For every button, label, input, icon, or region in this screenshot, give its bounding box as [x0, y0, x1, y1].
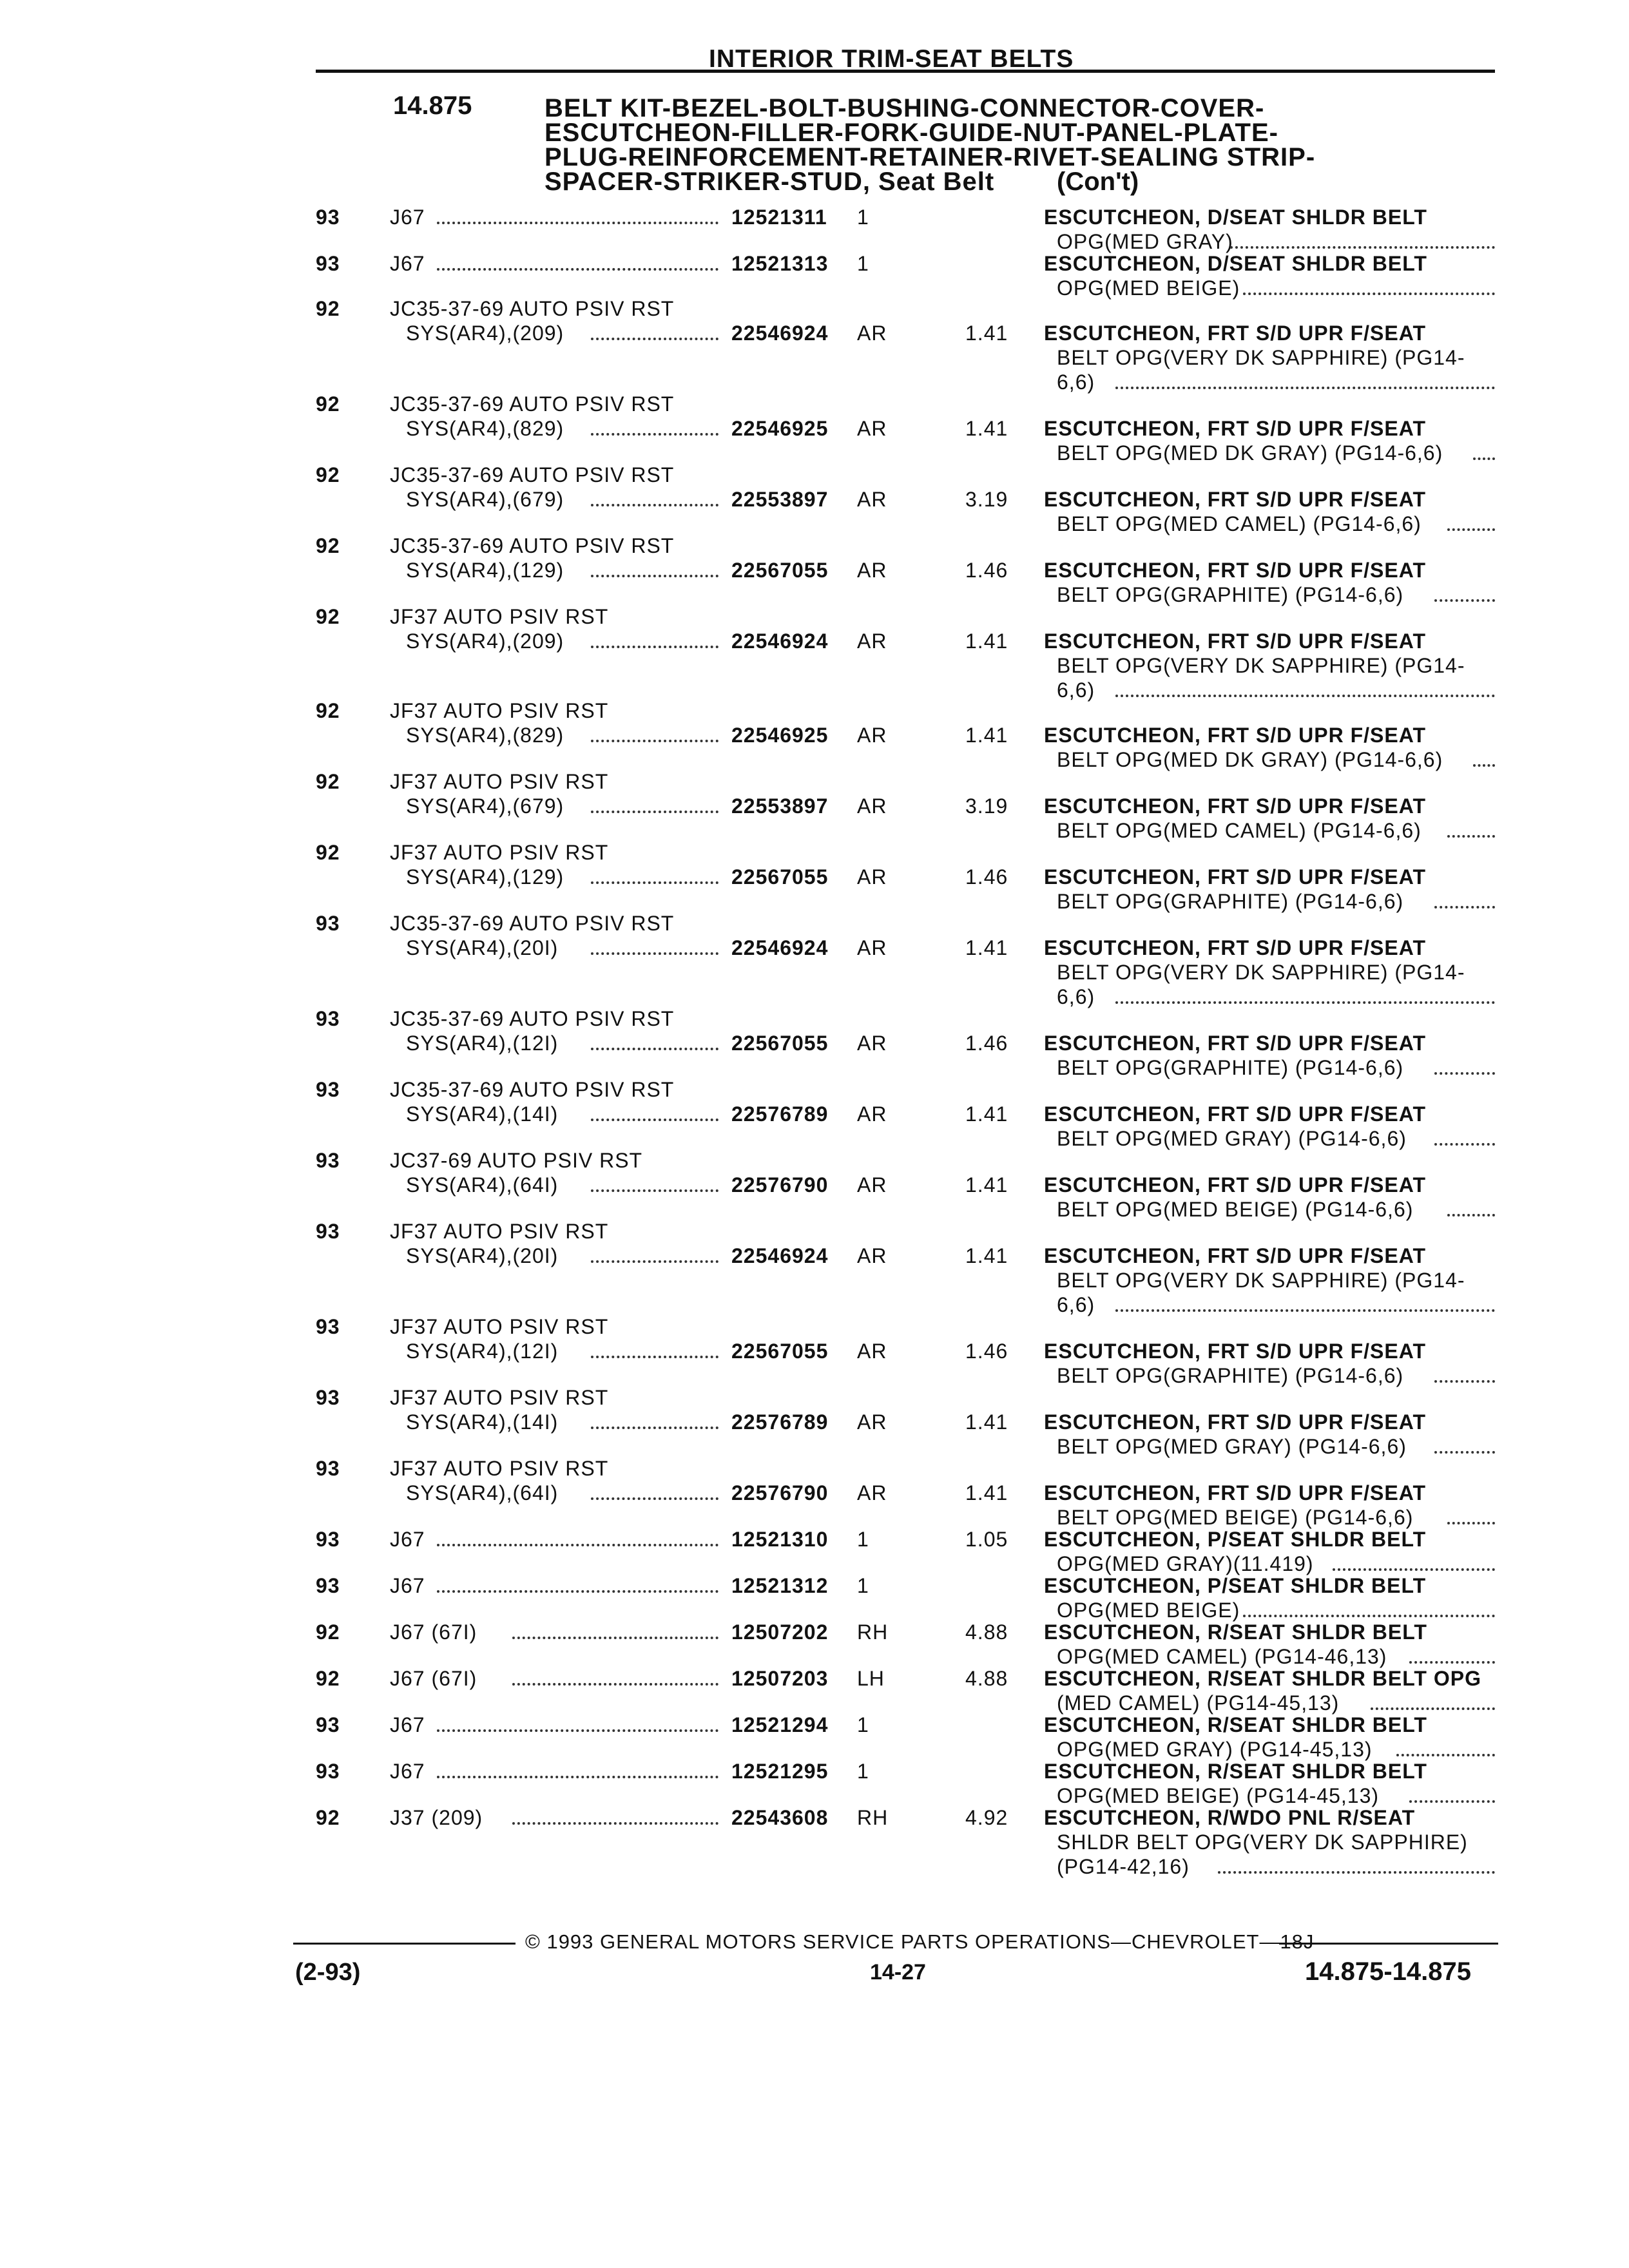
model-code-cont: SYS(AR4),(12I) — [406, 1340, 559, 1363]
quantity: AR — [857, 1032, 887, 1055]
price: 4.88 — [965, 1620, 1008, 1644]
model-code-cont: SYS(AR4),(129) — [406, 559, 564, 582]
leader-dots — [1115, 1001, 1495, 1004]
model-year: 92 — [316, 1667, 340, 1690]
price: 1.41 — [965, 1102, 1008, 1126]
quantity: AR — [857, 724, 887, 747]
leader-dots — [1115, 1309, 1495, 1312]
model-year: 93 — [316, 1220, 340, 1243]
leader-dots — [591, 1119, 718, 1121]
part-description: ESCUTCHEON, FRT S/D UPR F/SEAT — [1044, 1032, 1426, 1055]
leader-dots — [591, 952, 718, 955]
leader-dots — [1333, 1568, 1495, 1571]
part-description-cont: BELT OPG(MED BEIGE) (PG14-6,6) — [1057, 1506, 1414, 1529]
model-year: 93 — [316, 252, 340, 275]
part-description-cont: SHLDR BELT OPG(VERY DK SAPPHIRE) — [1057, 1831, 1468, 1854]
part-description: ESCUTCHEON, FRT S/D UPR F/SEAT — [1044, 724, 1426, 747]
part-description-cont: BELT OPG(MED CAMEL) (PG14-6,6) — [1057, 512, 1422, 535]
group-heading-line: PLUG-REINFORCEMENT-RETAINER-RIVET-SEALING STRIP- — [545, 143, 1316, 171]
part-description: ESCUTCHEON, R/SEAT SHLDR BELT — [1044, 1760, 1427, 1783]
leader-dots — [437, 1544, 719, 1546]
part-number: 12521311 — [731, 206, 827, 229]
model-code-cont: SYS(AR4),(64I) — [406, 1481, 559, 1504]
model-code-cont: SYS(AR4),(679) — [406, 488, 564, 511]
model-code: JC35-37-69 AUTO PSIV RST — [390, 534, 675, 557]
heading-continued-label: (Con't) — [1057, 168, 1139, 196]
leader-dots — [1473, 764, 1495, 767]
leader-dots — [1434, 1380, 1495, 1383]
leader-dots — [437, 222, 719, 224]
quantity: 1 — [857, 252, 869, 275]
part-description: ESCUTCHEON, FRT S/D UPR F/SEAT — [1044, 865, 1426, 889]
model-code-cont: SYS(AR4),(829) — [406, 417, 564, 440]
part-description: ESCUTCHEON, FRT S/D UPR F/SEAT — [1044, 559, 1426, 582]
model-year: 92 — [316, 534, 340, 557]
part-description: ESCUTCHEON, R/SEAT SHLDR BELT OPG — [1044, 1667, 1481, 1690]
leader-dots — [591, 1189, 718, 1192]
leader-dots — [591, 1048, 718, 1050]
model-code-cont: SYS(AR4),(679) — [406, 794, 564, 818]
model-code-cont: SYS(AR4),(209) — [406, 629, 564, 653]
price: 1.41 — [965, 1481, 1008, 1504]
part-number: 22567055 — [731, 865, 829, 889]
part-description-cont: 6,6) — [1057, 985, 1095, 1008]
leader-dots — [1396, 1754, 1495, 1756]
group-heading-line: SPACER-STRIKER-STUD, Seat Belt — [545, 168, 995, 196]
model-code: JF37 AUTO PSIV RST — [390, 605, 609, 628]
leader-dots — [437, 268, 719, 271]
model-code-cont: SYS(AR4),(12I) — [406, 1032, 559, 1055]
part-description: ESCUTCHEON, R/SEAT SHLDR BELT — [1044, 1620, 1427, 1644]
quantity: AR — [857, 794, 887, 818]
leader-dots — [591, 1260, 718, 1263]
leader-dots — [437, 1776, 719, 1778]
part-description: ESCUTCHEON, FRT S/D UPR F/SEAT — [1044, 1102, 1426, 1126]
part-description: ESCUTCHEON, FRT S/D UPR F/SEAT — [1044, 1340, 1426, 1363]
leader-dots — [1371, 1707, 1495, 1710]
price: 1.46 — [965, 1340, 1008, 1363]
model-code: JC35-37-69 AUTO PSIV RST — [390, 463, 675, 486]
leader-dots — [512, 1637, 719, 1639]
quantity: AR — [857, 488, 887, 511]
model-code: J67 — [390, 206, 425, 229]
quantity: AR — [857, 1173, 887, 1196]
quantity: AR — [857, 1244, 887, 1267]
model-code-cont: SYS(AR4),(20I) — [406, 936, 559, 959]
leader-dots — [1243, 293, 1495, 295]
model-code: JC35-37-69 AUTO PSIV RST — [390, 1007, 675, 1030]
part-description-cont: (MED CAMEL) (PG14-45,13) — [1057, 1691, 1340, 1715]
part-description: ESCUTCHEON, FRT S/D UPR F/SEAT — [1044, 1410, 1426, 1434]
price: 3.19 — [965, 488, 1008, 511]
leader-dots — [591, 1497, 718, 1500]
price: 1.41 — [965, 417, 1008, 440]
model-code: J67 — [390, 1528, 425, 1551]
leader-dots — [1447, 1522, 1495, 1524]
leader-dots — [591, 646, 718, 648]
part-number: 22553897 — [731, 488, 829, 511]
footer-rule-left — [293, 1943, 516, 1945]
model-year: 92 — [316, 1806, 340, 1829]
model-code: J67 — [390, 1713, 425, 1736]
leader-dots — [512, 1683, 719, 1686]
model-code: JC35-37-69 AUTO PSIV RST — [390, 1078, 675, 1101]
quantity: AR — [857, 1410, 887, 1434]
leader-dots — [1230, 246, 1495, 249]
part-number: 22576790 — [731, 1481, 829, 1504]
part-number: 22546924 — [731, 1244, 829, 1267]
part-description-cont: BELT OPG(GRAPHITE) (PG14-6,6) — [1057, 1056, 1404, 1079]
part-description-cont: BELT OPG(MED CAMEL) (PG14-6,6) — [1057, 819, 1422, 842]
part-description-cont: OPG(MED BEIGE) — [1057, 1599, 1240, 1622]
part-description: ESCUTCHEON, R/WDO PNL R/SEAT — [1044, 1806, 1416, 1829]
quantity: AR — [857, 1340, 887, 1363]
model-year: 93 — [316, 1528, 340, 1551]
quantity: AR — [857, 936, 887, 959]
model-code: J37 (209) — [390, 1806, 483, 1829]
leader-dots — [1409, 1661, 1495, 1664]
leader-dots — [591, 881, 718, 884]
part-description-cont: BELT OPG(MED DK GRAY) (PG14-6,6) — [1057, 441, 1443, 465]
model-code: JC35-37-69 AUTO PSIV RST — [390, 392, 675, 416]
part-number: 22553897 — [731, 794, 829, 818]
leader-dots — [1243, 1615, 1495, 1617]
model-code-cont: SYS(AR4),(14I) — [406, 1102, 559, 1126]
part-description: ESCUTCHEON, FRT S/D UPR F/SEAT — [1044, 322, 1426, 345]
part-description: ESCUTCHEON, D/SEAT SHLDR BELT — [1044, 252, 1427, 275]
price: 3.19 — [965, 794, 1008, 818]
model-year: 93 — [316, 1386, 340, 1409]
quantity: 1 — [857, 1528, 869, 1551]
leader-dots — [1434, 1072, 1495, 1075]
quantity: 1 — [857, 1760, 869, 1783]
part-number: 12521312 — [731, 1574, 829, 1597]
quantity: AR — [857, 1102, 887, 1126]
model-year: 93 — [316, 1078, 340, 1101]
model-code: JF37 AUTO PSIV RST — [390, 1315, 609, 1338]
quantity: RH — [857, 1620, 889, 1644]
leader-dots — [591, 811, 718, 813]
part-description: ESCUTCHEON, FRT S/D UPR F/SEAT — [1044, 794, 1426, 818]
part-number: 22543608 — [731, 1806, 829, 1829]
part-description-cont: BELT OPG(GRAPHITE) (PG14-6,6) — [1057, 890, 1404, 913]
part-description: ESCUTCHEON, FRT S/D UPR F/SEAT — [1044, 488, 1426, 511]
model-code: JC37-69 AUTO PSIV RST — [390, 1149, 643, 1172]
model-year: 93 — [316, 1760, 340, 1783]
page-title: INTERIOR TRIM-SEAT BELTS — [709, 45, 1074, 73]
model-code: J67 (67I) — [390, 1667, 477, 1690]
part-number: 22546924 — [731, 322, 829, 345]
model-year: 92 — [316, 1620, 340, 1644]
model-year: 93 — [316, 1149, 340, 1172]
leader-dots — [1447, 528, 1495, 531]
price: 1.46 — [965, 1032, 1008, 1055]
part-description-cont: OPG(MED GRAY) (PG14-45,13) — [1057, 1738, 1373, 1761]
part-description-cont: BELT OPG(GRAPHITE) (PG14-6,6) — [1057, 583, 1404, 606]
model-year: 92 — [316, 463, 340, 486]
leader-dots — [437, 1729, 719, 1732]
copyright-notice: © 1993 GENERAL MOTORS SERVICE PARTS OPERATIONS—CHEVROLET—18J — [525, 1930, 1315, 1953]
part-number: 22546924 — [731, 936, 829, 959]
part-description: ESCUTCHEON, P/SEAT SHLDR BELT — [1044, 1528, 1427, 1551]
price: 1.41 — [965, 629, 1008, 653]
part-number: 12521313 — [731, 252, 829, 275]
part-description-cont: (PG14-42,16) — [1057, 1855, 1190, 1878]
part-description-cont: BELT OPG(VERY DK SAPPHIRE) (PG14- — [1057, 1269, 1465, 1292]
date-code: (2-93) — [295, 1959, 361, 1986]
price: 1.41 — [965, 322, 1008, 345]
quantity: RH — [857, 1806, 889, 1829]
group-heading-line: ESCUTCHEON-FILLER-FORK-GUIDE-NUT-PANEL-PLATE- — [545, 119, 1278, 147]
price: 1.41 — [965, 724, 1008, 747]
quantity: AR — [857, 865, 887, 889]
part-number: 22546925 — [731, 724, 829, 747]
part-description-cont: 6,6) — [1057, 1293, 1095, 1316]
model-code-cont: SYS(AR4),(209) — [406, 322, 564, 345]
part-description: ESCUTCHEON, FRT S/D UPR F/SEAT — [1044, 629, 1426, 653]
model-code: JF37 AUTO PSIV RST — [390, 770, 609, 793]
model-code: J67 — [390, 1574, 425, 1597]
model-code: JF37 AUTO PSIV RST — [390, 1220, 609, 1243]
price: 1.46 — [965, 865, 1008, 889]
price: 1.41 — [965, 1173, 1008, 1196]
part-number: 22576789 — [731, 1102, 829, 1126]
group-number: 14.875 — [393, 91, 472, 120]
leader-dots — [591, 338, 718, 340]
part-description-cont: OPG(MED BEIGE) — [1057, 276, 1240, 300]
price: 1.41 — [965, 936, 1008, 959]
part-number: 12521294 — [731, 1713, 829, 1736]
model-year: 92 — [316, 770, 340, 793]
part-number: 22567055 — [731, 1032, 829, 1055]
part-description-cont: OPG(MED GRAY) — [1057, 230, 1233, 253]
model-year: 93 — [316, 206, 340, 229]
price: 1.46 — [965, 559, 1008, 582]
part-description-cont: BELT OPG(VERY DK SAPPHIRE) (PG14- — [1057, 654, 1465, 677]
quantity: AR — [857, 1481, 887, 1504]
model-year: 93 — [316, 912, 340, 935]
part-description: ESCUTCHEON, FRT S/D UPR F/SEAT — [1044, 1173, 1426, 1196]
model-code-cont: SYS(AR4),(14I) — [406, 1410, 559, 1434]
leader-dots — [1115, 695, 1495, 697]
model-year: 93 — [316, 1574, 340, 1597]
part-description-cont: BELT OPG(GRAPHITE) (PG14-6,6) — [1057, 1364, 1404, 1387]
leader-dots — [591, 433, 718, 436]
model-year: 93 — [316, 1713, 340, 1736]
model-year: 92 — [316, 699, 340, 722]
model-code-cont: SYS(AR4),(129) — [406, 865, 564, 889]
leader-dots — [1434, 1451, 1495, 1454]
model-year: 93 — [316, 1457, 340, 1480]
quantity: AR — [857, 559, 887, 582]
leader-dots — [591, 740, 718, 742]
part-description: ESCUTCHEON, FRT S/D UPR F/SEAT — [1044, 1244, 1426, 1267]
leader-dots — [512, 1822, 719, 1825]
model-code: J67 — [390, 1760, 425, 1783]
part-number: 22576789 — [731, 1410, 829, 1434]
leader-dots — [1115, 387, 1495, 389]
section-range: 14.875-14.875 — [1305, 1957, 1472, 1986]
model-code: JF37 AUTO PSIV RST — [390, 841, 609, 864]
leader-dots — [1434, 1143, 1495, 1146]
part-number: 12507202 — [731, 1620, 829, 1644]
model-year: 92 — [316, 392, 340, 416]
model-year: 93 — [316, 1007, 340, 1030]
page-number: 14-27 — [870, 1960, 926, 1984]
part-number: 22546924 — [731, 629, 829, 653]
leader-dots — [591, 1356, 718, 1358]
part-description-cont: OPG(MED GRAY)(11.419) — [1057, 1552, 1314, 1575]
quantity: 1 — [857, 1574, 869, 1597]
leader-dots — [1218, 1871, 1495, 1874]
quantity: LH — [857, 1667, 885, 1690]
part-number: 12507203 — [731, 1667, 829, 1690]
part-description-cont: BELT OPG(MED DK GRAY) (PG14-6,6) — [1057, 748, 1443, 771]
model-year: 92 — [316, 605, 340, 628]
part-description-cont: BELT OPG(VERY DK SAPPHIRE) (PG14- — [1057, 961, 1465, 984]
part-description-cont: 6,6) — [1057, 370, 1095, 394]
price: 4.88 — [965, 1667, 1008, 1690]
model-code-cont: SYS(AR4),(829) — [406, 724, 564, 747]
part-description-cont: BELT OPG(MED GRAY) (PG14-6,6) — [1057, 1127, 1407, 1150]
part-description-cont: OPG(MED CAMEL) (PG14-46,13) — [1057, 1645, 1387, 1668]
part-description-cont: BELT OPG(MED BEIGE) (PG14-6,6) — [1057, 1198, 1414, 1221]
model-year: 92 — [316, 841, 340, 864]
part-description: ESCUTCHEON, FRT S/D UPR F/SEAT — [1044, 936, 1426, 959]
price: 1.05 — [965, 1528, 1008, 1551]
quantity: AR — [857, 322, 887, 345]
quantity: 1 — [857, 1713, 869, 1736]
part-description-cont: BELT OPG(MED GRAY) (PG14-6,6) — [1057, 1435, 1407, 1458]
leader-dots — [1434, 906, 1495, 908]
part-number: 12521295 — [731, 1760, 829, 1783]
part-number: 12521310 — [731, 1528, 829, 1551]
quantity: 1 — [857, 206, 869, 229]
part-number: 22567055 — [731, 559, 829, 582]
leader-dots — [1447, 835, 1495, 838]
price: 1.41 — [965, 1244, 1008, 1267]
group-heading-line: BELT KIT-BEZEL-BOLT-BUSHING-CONNECTOR-COVER- — [545, 94, 1265, 122]
part-description-cont: BELT OPG(VERY DK SAPPHIRE) (PG14- — [1057, 346, 1465, 369]
leader-dots — [591, 575, 718, 577]
quantity: AR — [857, 417, 887, 440]
part-number: 22546925 — [731, 417, 829, 440]
part-description-cont: 6,6) — [1057, 678, 1095, 702]
model-code: J67 — [390, 252, 425, 275]
part-number: 22576790 — [731, 1173, 829, 1196]
leader-dots — [591, 504, 718, 506]
model-code-cont: SYS(AR4),(20I) — [406, 1244, 559, 1267]
model-code-cont: SYS(AR4),(64I) — [406, 1173, 559, 1196]
part-description: ESCUTCHEON, FRT S/D UPR F/SEAT — [1044, 417, 1426, 440]
leader-dots — [1473, 457, 1495, 460]
model-code: JF37 AUTO PSIV RST — [390, 1457, 609, 1480]
model-year: 93 — [316, 1315, 340, 1338]
leader-dots — [591, 1427, 718, 1429]
model-code: JC35-37-69 AUTO PSIV RST — [390, 297, 675, 320]
leader-dots — [1409, 1800, 1495, 1803]
leader-dots — [437, 1590, 719, 1593]
part-description: ESCUTCHEON, P/SEAT SHLDR BELT — [1044, 1574, 1427, 1597]
price: 4.92 — [965, 1806, 1008, 1829]
part-description: ESCUTCHEON, FRT S/D UPR F/SEAT — [1044, 1481, 1426, 1504]
model-code: J67 (67I) — [390, 1620, 477, 1644]
part-number: 22567055 — [731, 1340, 829, 1363]
leader-dots — [1447, 1214, 1495, 1216]
model-code: JF37 AUTO PSIV RST — [390, 699, 609, 722]
price: 1.41 — [965, 1410, 1008, 1434]
part-description: ESCUTCHEON, D/SEAT SHLDR BELT — [1044, 206, 1427, 229]
quantity: AR — [857, 629, 887, 653]
part-description: ESCUTCHEON, R/SEAT SHLDR BELT — [1044, 1713, 1427, 1736]
model-year: 92 — [316, 297, 340, 320]
leader-dots — [1434, 599, 1495, 602]
model-code: JF37 AUTO PSIV RST — [390, 1386, 609, 1409]
part-description-cont: OPG(MED BEIGE) (PG14-45,13) — [1057, 1784, 1380, 1807]
model-code: JC35-37-69 AUTO PSIV RST — [390, 912, 675, 935]
